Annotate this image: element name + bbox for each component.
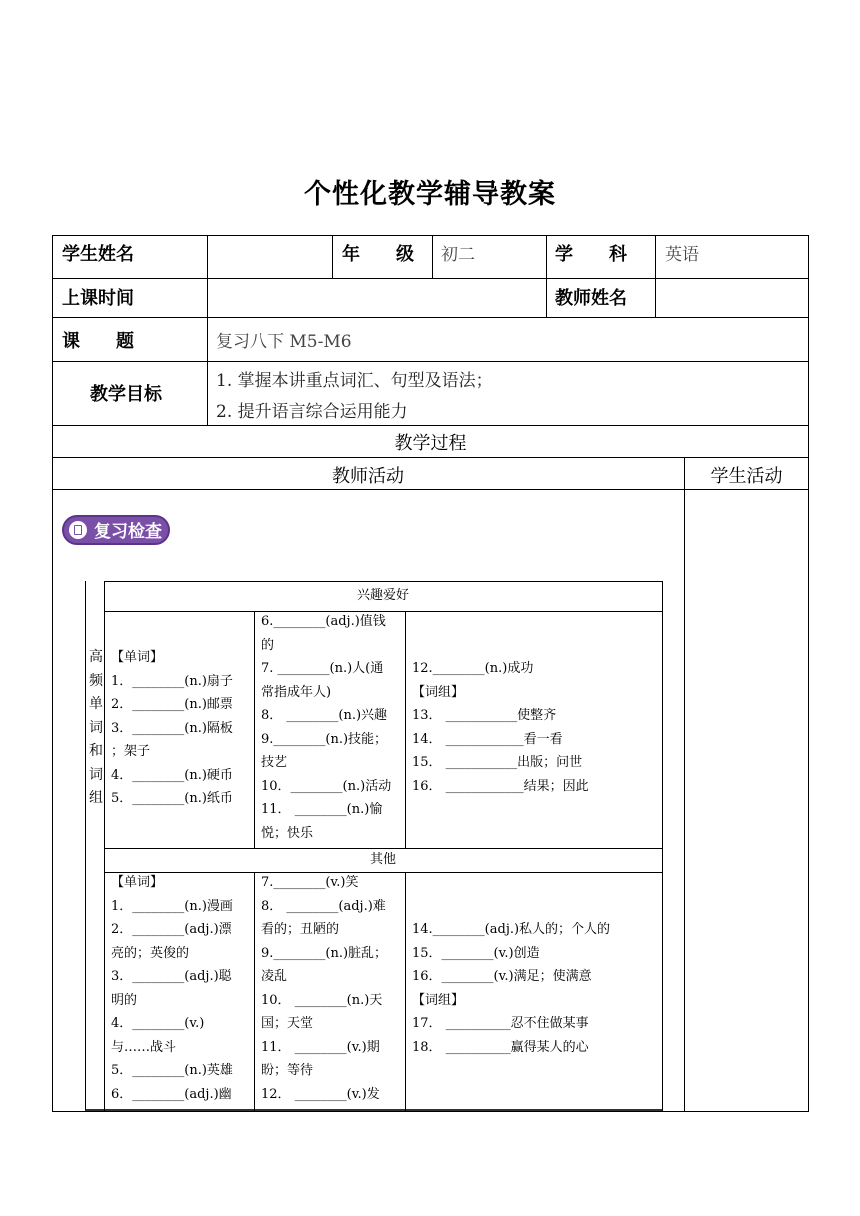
list-item: 2．________(adj.)漂 bbox=[111, 922, 232, 937]
others-col1 bbox=[111, 871, 233, 1106]
goal-label: 教学目标 bbox=[90, 384, 162, 405]
list-item: 8． ________(n.)兴趣 bbox=[261, 708, 388, 723]
list-item: 亮的；英俊的 bbox=[111, 945, 190, 961]
list-item: 5．________(n.)英雄 bbox=[111, 1063, 233, 1078]
list-item: 【单词】 bbox=[111, 875, 164, 890]
teacher-name-value[interactable] bbox=[665, 284, 800, 312]
topic-label: 课 题 bbox=[62, 331, 134, 352]
list-item: 凌乱 bbox=[261, 969, 288, 984]
review-check-badge bbox=[62, 515, 170, 545]
list-item: 18． __________赢得某人的心 bbox=[412, 1039, 589, 1055]
hobbies-col3 bbox=[412, 657, 589, 798]
list-item: 12.________(n.)成功 bbox=[412, 661, 534, 676]
teacher-name-label: 教师姓名 bbox=[555, 288, 627, 309]
list-item: 15． ___________出版；问世 bbox=[412, 755, 583, 770]
list-item: 14.________(adj.)私人的；个人的 bbox=[412, 922, 611, 937]
list-item: 6.________(adj.)值钱 bbox=[261, 614, 386, 629]
list-item: 【单词】 bbox=[111, 650, 164, 665]
list-item: 15．________(v.)创造 bbox=[412, 945, 540, 961]
list-item: 10．________(n.)活动 bbox=[261, 778, 392, 794]
subject-value: 英语 bbox=[665, 245, 699, 265]
list-item: 9.________(n.)技能； bbox=[261, 731, 388, 747]
list-item: 1．________(n.)扇子 bbox=[111, 673, 233, 689]
list-item: 3．________(adj.)聪 bbox=[111, 969, 232, 984]
others-col2 bbox=[261, 871, 387, 1106]
list-item: 的 bbox=[261, 637, 275, 653]
list-item: 11． ________(n.)愉 bbox=[261, 802, 383, 817]
subject-label: 学 科 bbox=[555, 244, 627, 265]
list-item: 8． ________(adj.)难 bbox=[261, 898, 386, 914]
goal-item-2: 2. 提升语言综合运用能力 bbox=[216, 402, 408, 422]
grade-label: 年 级 bbox=[342, 244, 414, 265]
section-others-heading: 其他 bbox=[369, 852, 396, 867]
hobbies-col1 bbox=[111, 646, 233, 811]
list-item: 常指成年人) bbox=[261, 684, 332, 700]
list-item: 16． ____________结果；因此 bbox=[412, 778, 589, 794]
class-time-label: 上课时间 bbox=[62, 288, 134, 309]
list-item: 3．________(n.)隔板 bbox=[111, 720, 233, 736]
list-item: 悦；快乐 bbox=[261, 825, 314, 841]
process-label: 教学过程 bbox=[394, 433, 467, 454]
list-item: 1．________(n.)漫画 bbox=[111, 898, 233, 914]
list-item: 16．________(v.)满足；使满意 bbox=[412, 969, 592, 984]
list-item: 4．________(n.)硬币 bbox=[111, 767, 233, 783]
list-item: 7. ________(n.)人(通 bbox=[261, 661, 384, 676]
list-item: 17． __________忍不住做某事 bbox=[412, 1016, 589, 1031]
list-item: 7.________(v.)笑 bbox=[261, 875, 359, 890]
list-item: 【词组】 bbox=[412, 684, 465, 700]
page-title: 个性化教学辅导教案 bbox=[304, 179, 556, 210]
list-item: 【词组】 bbox=[412, 992, 465, 1008]
list-item: 11． ________(v.)期 bbox=[261, 1039, 380, 1055]
list-item: 4．________(v.) bbox=[111, 1016, 205, 1031]
list-item: 10． ________(n.)天 bbox=[261, 992, 383, 1008]
class-time-value[interactable] bbox=[216, 284, 536, 312]
list-item: 与……战斗 bbox=[111, 1039, 177, 1055]
clipboard-icon bbox=[69, 521, 87, 539]
goal-item-1: 1. 掌握本讲重点词汇、句型及语法； bbox=[216, 371, 493, 391]
vocab-side-label: 高 频 单 词 和 词 组 bbox=[89, 649, 103, 806]
list-item: 6．________(adj.)幽 bbox=[111, 1086, 232, 1102]
list-item: ；架子 bbox=[111, 744, 151, 759]
list-item: 看的；丑陋的 bbox=[261, 922, 340, 937]
grade-value: 初二 bbox=[441, 245, 475, 265]
list-item: 14． ____________看一看 bbox=[412, 731, 563, 747]
section-hobbies-heading: 兴趣爱好 bbox=[356, 588, 409, 603]
list-item: 9.________(n.)脏乱； bbox=[261, 945, 388, 961]
list-item: 技艺 bbox=[261, 755, 288, 770]
others-col3 bbox=[412, 918, 610, 1059]
list-item: 国；天堂 bbox=[261, 1016, 314, 1031]
list-item: 明的 bbox=[111, 992, 138, 1008]
list-item: 盼；等待 bbox=[261, 1063, 314, 1078]
topic-value: 复习八下 M5-M6 bbox=[216, 332, 352, 352]
list-item: 5．________(n.)纸币 bbox=[111, 791, 233, 806]
student-name-value[interactable] bbox=[216, 240, 326, 270]
list-item: 12． ________(v.)发 bbox=[261, 1086, 380, 1102]
student-activity-label: 学生活动 bbox=[710, 466, 783, 487]
hobbies-col2 bbox=[261, 610, 391, 845]
teacher-activity-label: 教师活动 bbox=[332, 466, 404, 487]
list-item: 2．________(n.)邮票 bbox=[111, 697, 233, 712]
list-item: 13． ___________使整齐 bbox=[412, 708, 557, 723]
student-name-label: 学生姓名 bbox=[62, 244, 134, 265]
review-check-label: 复习检查 bbox=[94, 522, 162, 542]
